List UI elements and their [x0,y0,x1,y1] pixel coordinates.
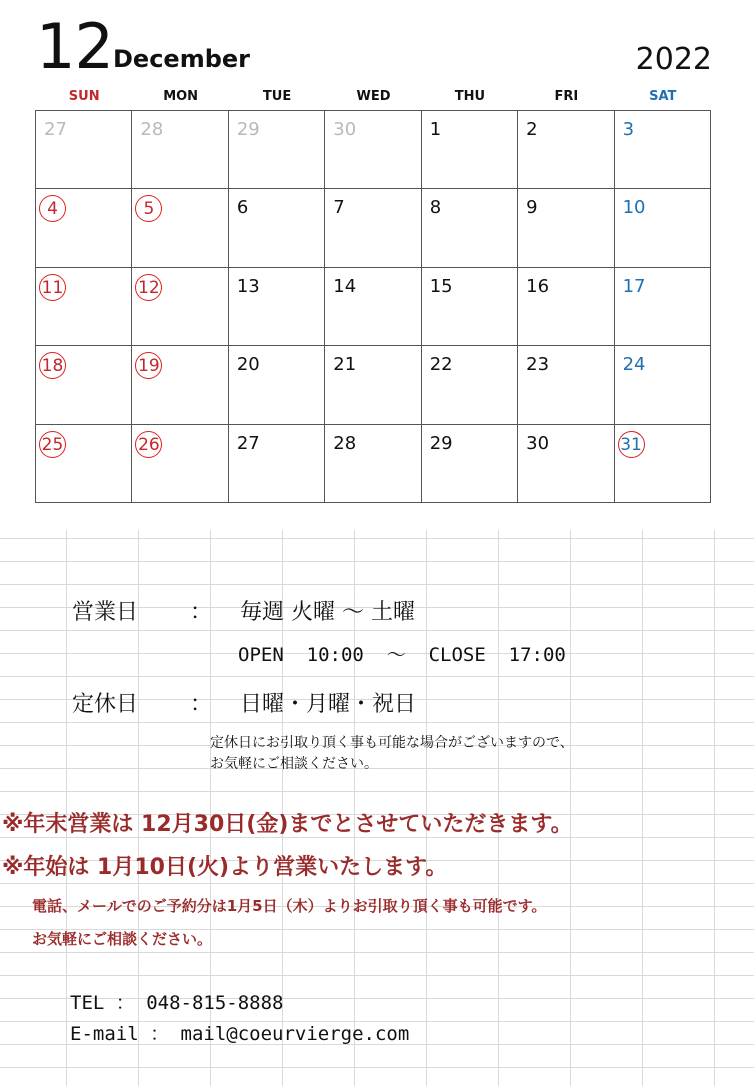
day-number: 29 [429,432,453,454]
day-cell [132,346,228,424]
weekday-sat: SAT [649,89,677,104]
day-cell [615,189,711,267]
day-cell [132,111,228,189]
day-cell [36,189,132,267]
closed-day-number: 11 [39,274,66,301]
day-cell [325,425,421,503]
weekday-mon: MON [163,89,199,104]
day-cell [229,189,325,267]
day-cell [422,111,518,189]
day-cell [36,268,132,346]
closed-day-number: 25 [39,431,66,458]
day-cell [132,189,228,267]
day-cell [518,268,614,346]
day-cell [615,268,711,346]
day-number: 20 [236,354,260,376]
day-cell [422,425,518,503]
day-number: 24 [622,354,646,376]
day-number: 16 [526,275,550,297]
day-cell [229,425,325,503]
day-cell [615,111,711,189]
closed-day-number: 26 [135,431,162,458]
business-hours: OPEN 10:00 ～ CLOSE 17:00 [238,644,566,666]
day-cell [615,425,711,503]
day-cell [518,346,614,424]
day-number: 13 [236,275,260,297]
day-cell [422,189,518,267]
year: 2022 [635,42,712,77]
day-cell [518,189,614,267]
weekday-tue: TUE [262,89,292,104]
day-cell [325,111,421,189]
day-number: 22 [429,354,453,376]
closed-days-value: 日曜・月曜・祝日 [240,692,417,717]
month-number: 12 [36,10,113,83]
day-cell [36,111,132,189]
closed-day-number: 5 [135,195,162,222]
day-number: 2 [526,119,538,140]
weekday-thu: THU [454,89,486,104]
day-number: 17 [622,275,646,297]
day-cell [132,268,228,346]
day-cell [325,189,421,267]
business-days-colon: ： [190,600,213,625]
day-number: 29 [236,119,260,140]
day-cell [518,425,614,503]
day-number: 14 [333,275,357,297]
day-number: 3 [622,119,635,140]
weekday-wed: WED [356,89,391,104]
closed-day-number: 31 [618,431,645,458]
day-number: 8 [429,197,442,219]
weekday-header [36,86,711,108]
day-number: 7 [333,197,345,219]
day-cell [615,346,711,424]
day-number: 23 [526,354,550,376]
day-number: 6 [236,197,249,219]
day-cell [325,346,421,424]
day-number: 15 [429,275,453,297]
day-cell [422,268,518,346]
business-days-value: 毎週 火曜 ～ 土曜 [240,600,415,625]
new-year-notice: ※年始は 1月10日(火)より営業いたします。 [2,855,448,880]
business-days-label: 営業日 [72,600,139,625]
day-cell [229,346,325,424]
day-number: 30 [526,432,550,454]
day-cell [132,425,228,503]
day-number: 9 [526,197,538,219]
day-number: 10 [622,197,646,219]
day-number: 30 [333,119,357,140]
weekday-fri: FRI [554,89,579,104]
weekday-sun: SUN [68,89,100,104]
closed-day-number: 12 [135,274,162,301]
closed-day-number: 18 [39,352,66,379]
reservation-note-line2: お気軽にご相談ください。 [32,930,213,948]
day-cell [325,268,421,346]
day-number: 28 [333,432,357,454]
day-number: 21 [333,354,357,376]
contact-tel: TEL ： 048-815-8888 [70,992,284,1014]
day-cell [229,111,325,189]
month-name: December [113,45,251,73]
day-number: 27 [236,432,260,454]
day-number: 28 [140,119,164,140]
day-cell [229,268,325,346]
closed-day-number: 19 [135,352,162,379]
closed-day-number: 4 [39,195,66,222]
closed-days-note-line2: お気軽にご相談ください。 [210,756,378,772]
day-cell [36,346,132,424]
day-cell [36,425,132,503]
day-number: 27 [44,119,67,140]
reservation-note-line1: 電話、メールでのご予約分は1月5日（木）よりお引取り頂く事も可能です。 [32,897,547,915]
year-end-notice: ※年末営業は 12月30日(金)までとさせていただきます。 [2,812,573,837]
contact-email[interactable]: E-mail ： mail@coeurvierge.com [70,1023,410,1045]
closed-days-note-line1: 定休日にお引取り頂く事も可能な場合がございますので、 [210,735,574,751]
day-cell [422,346,518,424]
closed-days-colon: ： [190,692,213,717]
closed-days-label: 定休日 [72,692,139,717]
day-cell [518,111,614,189]
day-number: 1 [429,119,442,140]
calendar-grid [35,110,711,503]
